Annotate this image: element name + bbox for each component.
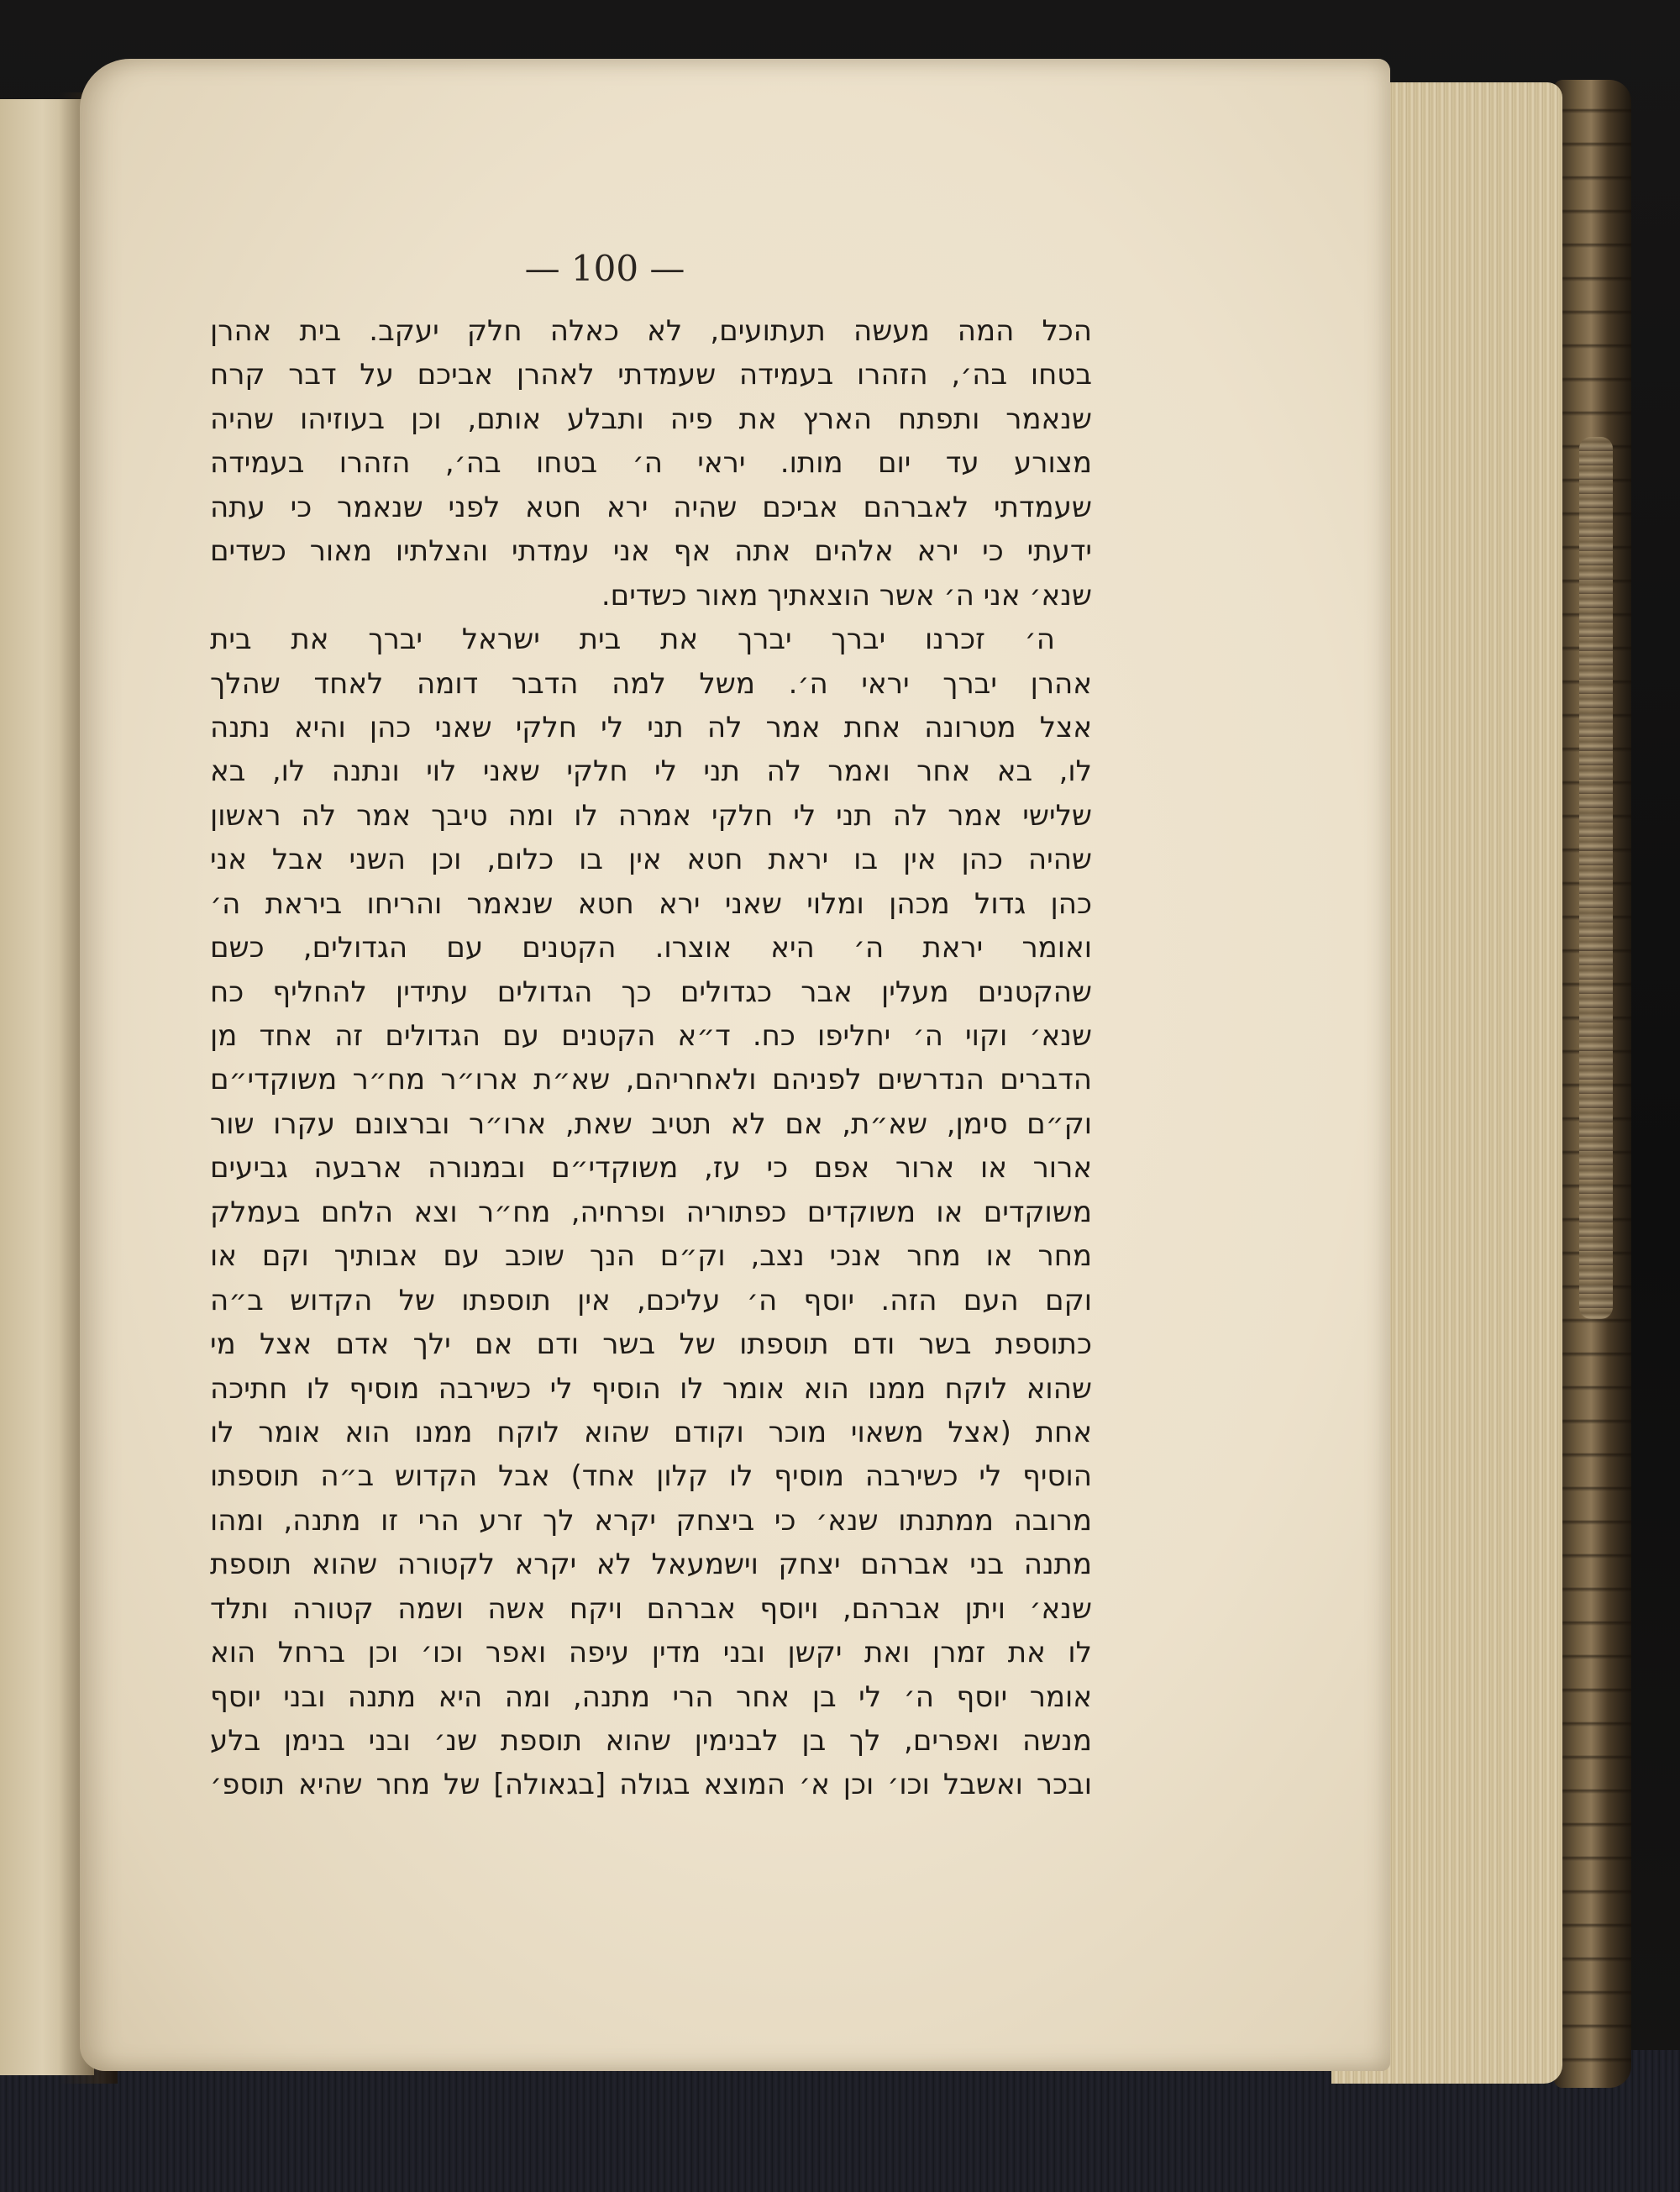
- text-line: הדברים הנדרשים לפניהם ולאחריהם, שא״ת ארו״ר מח״ר משוקדי״ם: [210, 1063, 1092, 1097]
- text-line: אומר יוסף ה׳ לי בן אחר הרי מתנה, ומה היא מתנה ובני יוסף: [210, 1679, 1092, 1714]
- text-line: אחת (אצל משאוי מוכר וקודם שהוא לוקח ממנו הוא אומר לו: [210, 1415, 1092, 1449]
- text-line: שעמדתי לאברהם אביכם שהיה ירא חטא לפני שנאמר כי עתה: [210, 490, 1092, 524]
- text-line: מחר או מחר אנכי נצב, וק״ם הנך שוכב עם אבותיך וקם או: [210, 1239, 1092, 1274]
- text-line: משוקדים או משוקדים כפתוריה ופרחיה, מח״ר וצא הלחם בעמלק: [210, 1195, 1092, 1229]
- text-line: וקם העם הזה. יוסף ה׳ עליכם, אין תוספתו של הקדוש ב״ה: [210, 1283, 1092, 1317]
- text-line: ידעתי כי ירא אלהים אתה אף אני עמדתי והצלתיו מאור כשדים: [210, 534, 1092, 569]
- text-line: שהקטנים מעלין אבר כגדולים כך הגדולים עתידין להחליף כח: [210, 975, 1092, 1009]
- text-line: שנא׳ ויתן אברהם, ויוסף אברהם ויקח אשה ושמה קטורה ותלד: [210, 1591, 1092, 1626]
- text-line: ארור או ארור אפם כי עז, משוקדי״ם ובמנורה ארבעה גביעים: [210, 1151, 1092, 1185]
- page-number: — 100 —: [524, 248, 685, 289]
- text-line: הוסיף לי כשירבה מוסיף לו קלון אחד) אבל הקדוש ב״ה תוספתו: [210, 1459, 1092, 1494]
- text-line: שהוא לוקח ממנו הוא אומר לו הוסיף לי כשירבה מוסיף לו חתיכה: [210, 1371, 1092, 1406]
- page-body-text: [210, 309, 1092, 1807]
- text-line: לו, בא אחר ואמר לה תני לי חלקי שאני לוי ונתנה לו, בא: [210, 754, 1092, 789]
- text-line: שנא׳ וקוי ה׳ יחליפו כח. ד״א הקטנים עם הגדולים זה אחד מן: [210, 1019, 1092, 1053]
- text-line: שהיה כהן אין בו יראת חטא אין בו כלום, וכן השני אבל אני: [210, 843, 1092, 877]
- text-line: ואומר יראת ה׳ היא אוצרו. הקטנים עם הגדולים, כשם: [210, 931, 1092, 965]
- text-line: מתנה בני אברהם יצחק וישמעאל לא יקרא לקטורה שהוא תוספת: [210, 1548, 1092, 1582]
- text-line: כתוספת בשר ודם תוספתו של בשר ודם אם ילך אדם אצל מי: [210, 1327, 1092, 1362]
- text-line: ה׳ זכרנו יברך יברך את בית ישראל יברך את בית: [210, 623, 1055, 657]
- text-line: הכל המה מעשה תעתועים, לא כאלה חלק יעקב. בית אהרן: [210, 314, 1092, 348]
- text-line: שלישי אמר לה תני לי חלקי אמרה לו ומה טיבך אמר לה ראשון: [210, 798, 1092, 833]
- text-line: שנא׳ אני ה׳ אשר הוצאתיך מאור כשדים.: [601, 578, 1092, 612]
- text-line: ובכר ואשבל וכו׳ וכן א׳ המוצא בגולה [בגאולה] של מחר שהיא תוספ׳: [210, 1768, 1092, 1802]
- text-line: מרובה ממתנתו שנא׳ כי ביצחק יקרא לך זרע הרי זו מתנה, ומהו: [210, 1503, 1092, 1538]
- text-line: כהן גדול מכהן ומלוי שאני ירא חטא שנאמר והריחו ביראת ה׳: [210, 886, 1092, 921]
- text-line: שנאמר ותפתח הארץ את פיה ותבלע אותם, וכן בעוזיהו שהיה: [210, 402, 1092, 436]
- text-line: אהרן יברך יראי ה׳. משל למה הדבר דומה לאחד שהלך: [210, 666, 1092, 701]
- text-line: מנשה ואפרים, לך בן לבנימין שהוא תוספת שנ׳ ובני בנימן בלע: [210, 1724, 1092, 1758]
- text-line: אצל מטרונה אחת אמר לה תני לי חלקי שאני כהן והיא נתנה: [210, 710, 1092, 744]
- spine-wear: [1579, 437, 1613, 1319]
- text-line: מצורע עד יום מותו. יראי ה׳ בטחו בה׳, הזהרו בעמידה: [210, 446, 1092, 481]
- text-line: בטחו בה׳, הזהרו בעמידה שעמדתי לאהרן אביכם על דבר קרח: [210, 358, 1092, 392]
- text-line: לו את זמרן ואת יקשן ובני מדין עיפה ואפר וכו׳ וכן ברחל הוא: [210, 1636, 1092, 1670]
- text-line: וק״ם סימן, שא״ת, אם לא תטיב שאת, ארו״ר וברצונם עקרו שור: [210, 1107, 1092, 1141]
